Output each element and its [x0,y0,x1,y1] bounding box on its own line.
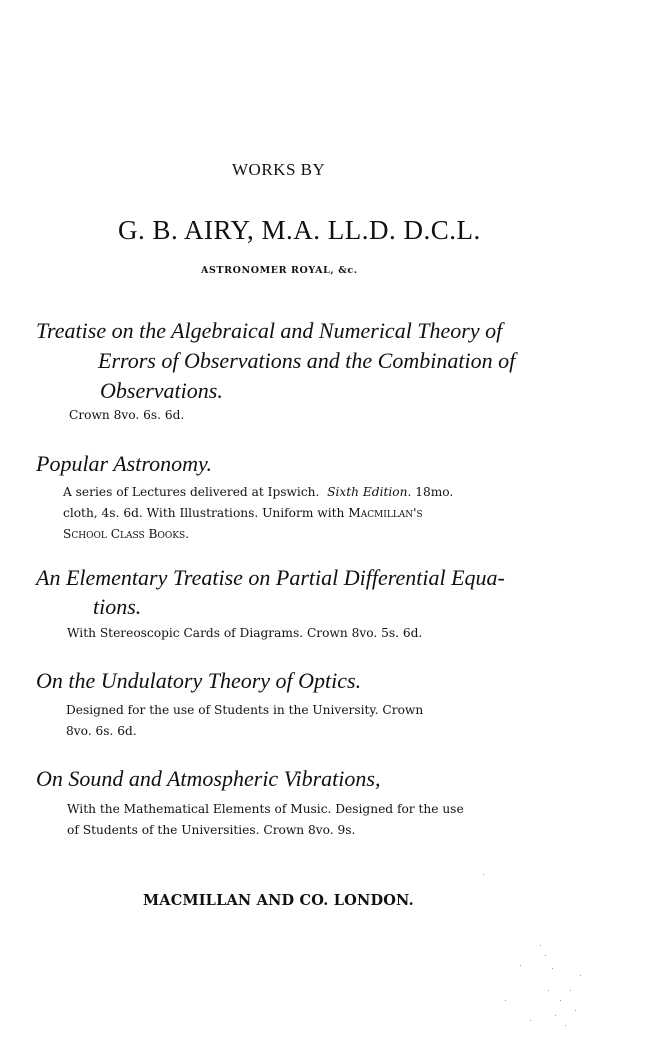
work-title-line: On Sound and Atmospheric Vibrations, [36,766,381,791]
work-description-line: 8vo. 6s. 6d. [66,724,137,738]
edition-text: Sixth Edition. [327,485,412,499]
description-text: A series of Lectures delivered at Ipswich. [63,485,320,499]
description-text: cloth, 4s. 6d. With Illustrations. Uniform with [63,506,345,520]
work-description-line: School Class Books. [63,527,190,541]
work-description-line: With the Mathematical Elements of Music. Designed for the use [67,802,464,816]
work-title-line: On the Undulatory Theory of Optics. [36,668,362,693]
author-title: ASTRONOMER ROYAL, &c. [201,265,358,276]
work-title-line: Errors of Observations and the Combination of [98,348,516,373]
format-text: 18mo. [415,485,454,499]
work-title-line: Observations. [100,378,223,403]
work-description: With Stereoscopic Cards of Diagrams. Crown 8vo. 5s. 6d. [67,626,423,640]
work-description-line: of Students of the Universities. Crown 8vo. 9s. [67,823,356,837]
work-description-line: Designed for the use of Students in the University. Crown [66,703,424,717]
publisher-imprint: MACMILLAN AND CO. LONDON. [143,892,414,909]
author-name: G. B. AIRY, M.A. LL.D. D.C.L. [118,215,481,245]
work-title-line: An Elementary Treatise on Partial Differential Equa- [36,565,505,590]
publisher-series-text: Macmillan's [348,506,423,520]
page-heading: WORKS BY [232,160,326,179]
work-description-line [63,485,453,499]
work-title-line: tions. [93,594,142,619]
work-description: Crown 8vo. 6s. 6d. [69,408,185,422]
work-title-line: Treatise on the Algebraical and Numerical Theory of [36,318,503,343]
work-title-line: Popular Astronomy. [36,451,213,476]
work-description-line [63,506,423,520]
